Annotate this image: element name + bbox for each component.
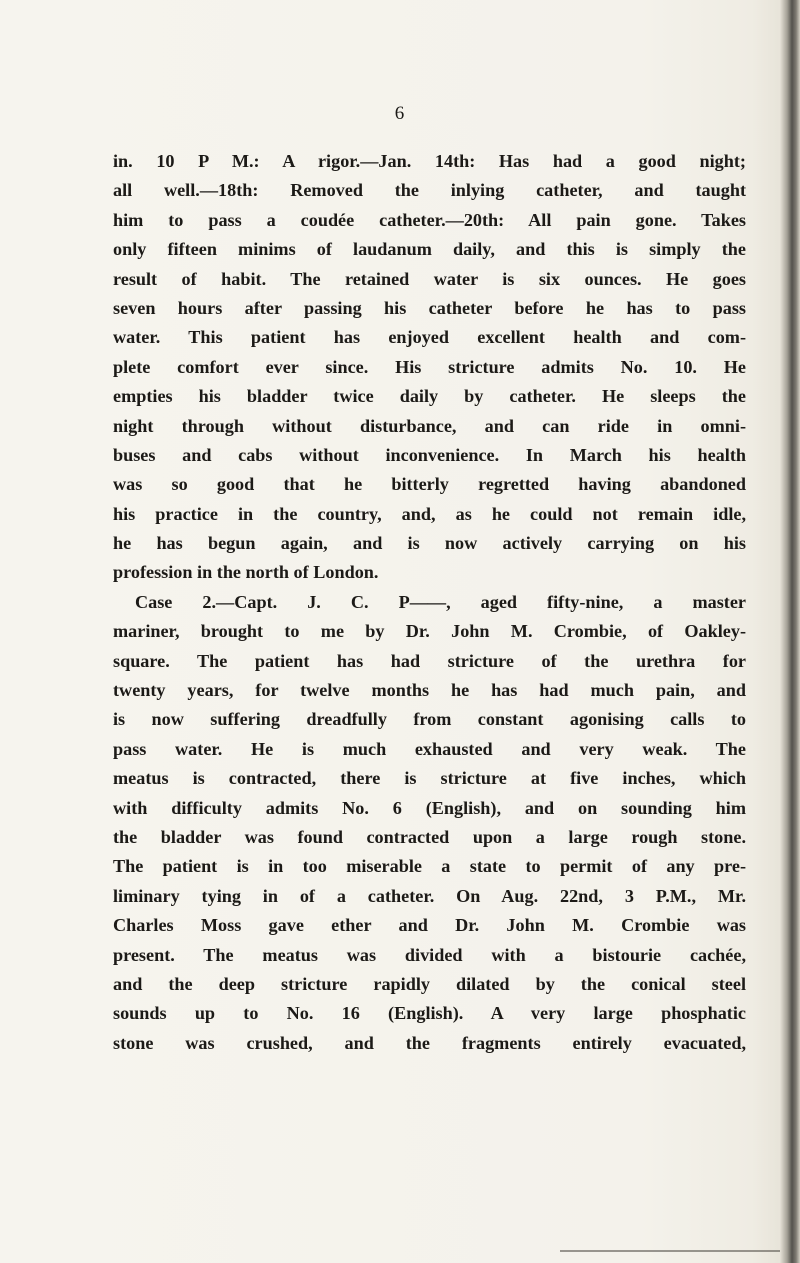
page-binding-edge xyxy=(780,0,800,1263)
text-line: all well.—18th: Removed the inlying catheter, and taught xyxy=(113,180,746,201)
text-line: with difficulty admits No. 6 (English), and on sounding him xyxy=(113,797,746,818)
page-number: 6 xyxy=(394,103,406,124)
text-line: he has begun again, and is now actively carrying on his xyxy=(113,533,746,554)
text-line: result of habit. The retained water is six ounces. He goes xyxy=(113,268,746,289)
text-line: mariner, brought to me by Dr. John M. Crombie, of Oakley- xyxy=(113,621,746,642)
text-line: was so good that he bitterly regretted having abandoned xyxy=(113,474,746,495)
body-text xyxy=(113,147,746,1058)
text-line: him to pass a coudée catheter.—20th: All pain gone. Takes xyxy=(113,209,746,230)
text-line-case-heading: Case 2.—Capt. J. C. P——, aged fifty-nine, a master xyxy=(135,591,746,612)
text-line-paragraph-end: profession in the north of London. xyxy=(113,562,379,583)
text-line: and the deep stricture rapidly dilated by the conical steel xyxy=(113,973,746,994)
text-line: sounds up to No. 16 (English). A very large phosphatic xyxy=(113,1003,746,1024)
text-line: the bladder was found contracted upon a large rough stone. xyxy=(113,826,746,847)
text-line: water. This patient has enjoyed excellent health and com- xyxy=(113,327,746,348)
text-line: seven hours after passing his catheter before he has to pass xyxy=(113,297,746,318)
text-line: empties his bladder twice daily by catheter. He sleeps the xyxy=(113,386,746,407)
text-line: night through without disturbance, and can ride in omni- xyxy=(113,415,746,436)
text-line: liminary tying in of a catheter. On Aug. 22nd, 3 P.M., Mr. xyxy=(113,885,746,906)
text-line: pass water. He is much exhausted and very weak. The xyxy=(113,738,746,759)
text-line: Charles Moss gave ether and Dr. John M. Crombie was xyxy=(113,915,746,936)
text-line: buses and cabs without inconvenience. In March his health xyxy=(113,444,746,465)
text-line: in. 10 P M.: A rigor.—Jan. 14th: Has had a good night; xyxy=(113,151,746,171)
text-line: stone was crushed, and the fragments entirely evacuated, xyxy=(113,1032,746,1053)
text-line: only fifteen minims of laudanum daily, and this is simply the xyxy=(113,239,746,260)
text-line: present. The meatus was divided with a bistourie cachée, xyxy=(113,944,746,965)
bottom-rule xyxy=(560,1250,780,1252)
text-line: The patient is in too miserable a state to permit of any pre- xyxy=(113,856,746,877)
text-line: plete comfort ever since. His stricture admits No. 10. He xyxy=(113,356,746,377)
text-line: meatus is contracted, there is stricture at five inches, which xyxy=(113,768,746,789)
text-line: square. The patient has had stricture of the urethra for xyxy=(113,650,746,671)
text-line: his practice in the country, and, as he could not remain idle, xyxy=(113,503,746,524)
text-line: twenty years, for twelve months he has had much pain, and xyxy=(113,680,746,701)
text-line: is now suffering dreadfully from constant agonising calls to xyxy=(113,709,746,730)
